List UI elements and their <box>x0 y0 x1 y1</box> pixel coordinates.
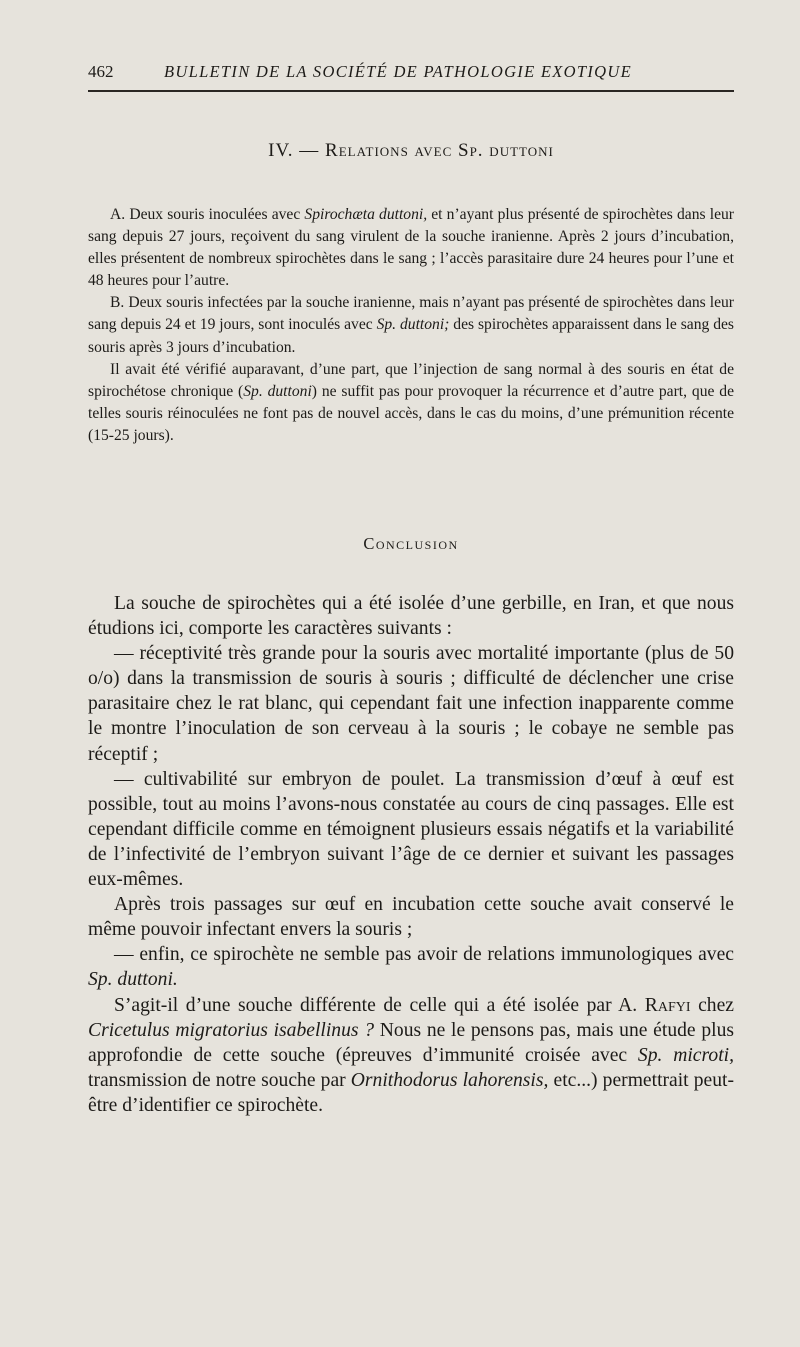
species-name: Spirochæta duttoni, <box>304 206 428 223</box>
paragraph-a-text-end: et n’ayant plus présenté de spirochètes dans leur sang depuis 27 jours, reçoivent du sang virulent de la souche iranienne. Après 2 jours d’incubation, elles présentent de nombreux spirochètes dans le sang ; l’accès parasitaire dure 24 heures pour l’une et 48 heures pour l’autre. <box>88 206 734 290</box>
conclusion-p6 <box>88 993 734 1118</box>
conclusion-text <box>88 591 734 1118</box>
paragraph-c-text-end: ) ne suffit pas pour provoquer la récurrence et d’autre part, que de telles souris réinoculées ne font pas de nouvel accès, dans le cas du moins, d’une prémunition récente (15-25 jours). <box>88 382 734 444</box>
conclusion-p6-text: etc...) permettrait peut-être d’identifier ce spirochète. <box>88 1069 734 1116</box>
conclusion-p3: — cultivabilité sur embryon de poulet. La transmission d’œuf à œuf est possible, tout au moins l’avons-nous constatée au cours de cinq passages. Elle est cependant difficile comme en témoignent plusieurs essais négatifs et la variabilité de l’infectivité de l’embryon suivant l’âge de ce dernier et suivant les passages eux-mêmes. <box>88 768 734 891</box>
species-name: Sp. microti, <box>637 1044 734 1066</box>
species-name: Sp. duttoni <box>243 382 312 400</box>
conclusion-p5-text: — enfin, ce spirochète ne semble pas avoir de relations immunologiques avec <box>114 944 734 966</box>
section-heading <box>88 140 734 162</box>
paragraph-b-text: B. Deux souris infectées par la souche iranienne, mais n’ayant pas présenté de spirochètes dans leur sang depuis 24 et 19 jours, sont inoculés avec <box>88 294 734 334</box>
author-name: Rafyi <box>644 994 691 1016</box>
species-name: Sp. duttoni. <box>88 969 178 991</box>
paragraph-b-text-end: des spirochètes apparaissent dans le sang des souris après 3 jours d’incubation. <box>88 316 734 356</box>
section-title: Relations avec Sp. duttoni <box>325 140 554 161</box>
page-header <box>88 62 734 92</box>
conclusion-p6-text: Nous ne le pensons pas, mais une étude plus approfondie de cette souche (épreuves d’immunité croisée avec <box>88 1019 734 1066</box>
conclusion-p6-text: transmission de notre souche par <box>88 1069 351 1091</box>
paragraph-a <box>88 204 734 292</box>
species-name: Cricetulus migratorius isabellinus ? <box>88 1019 375 1041</box>
paragraph-c-text: Il avait été vérifié auparavant, d’une part, que l’injection de sang normal à des souris en état de spirochétose chronique ( <box>88 360 734 400</box>
conclusion-p6-text: S’agit-il d’une souche différente de celle qui a été isolée par A. <box>114 994 645 1016</box>
running-title: BULLETIN DE LA SOCIÉTÉ DE PATHOLOGIE EXOTIQUE <box>164 62 632 81</box>
species-name: Sp. duttoni; <box>376 316 450 334</box>
conclusion-heading: Conclusion <box>363 534 459 553</box>
paragraph-a-text: A. Deux souris inoculées avec <box>110 206 305 223</box>
conclusion-p6-text: chez <box>690 994 734 1016</box>
conclusion-p4: Après trois passages sur œuf en incubation cette souche avait conservé le même pouvoir infectant envers la souris ; <box>88 894 734 941</box>
paragraph-c <box>88 359 734 447</box>
page-number: 462 <box>88 62 114 81</box>
paragraph-b <box>88 292 734 358</box>
conclusion-p1: La souche de spirochètes qui a été isolée d’une gerbille, en Iran, et que nous étudions ici, comporte les caractères suivants : <box>88 593 734 640</box>
conclusion-p5 <box>88 942 734 992</box>
relations-text <box>88 204 734 447</box>
section-dash: — <box>293 140 326 161</box>
section-number: IV. <box>268 140 294 161</box>
species-name: Ornithodorus lahorensis, <box>350 1069 549 1091</box>
conclusion-p2: — réceptivité très grande pour la souris avec mortalité importante (plus de 50 o/o) dans la transmission de souris à souris ; difficulté de déclencher une crise parasitaire chez le rat blanc, qui cependant fait une infection inapparente comme le montre l’inoculation de son cerveau à la souris ; le cobaye ne semble pas réceptif ; <box>88 643 734 765</box>
